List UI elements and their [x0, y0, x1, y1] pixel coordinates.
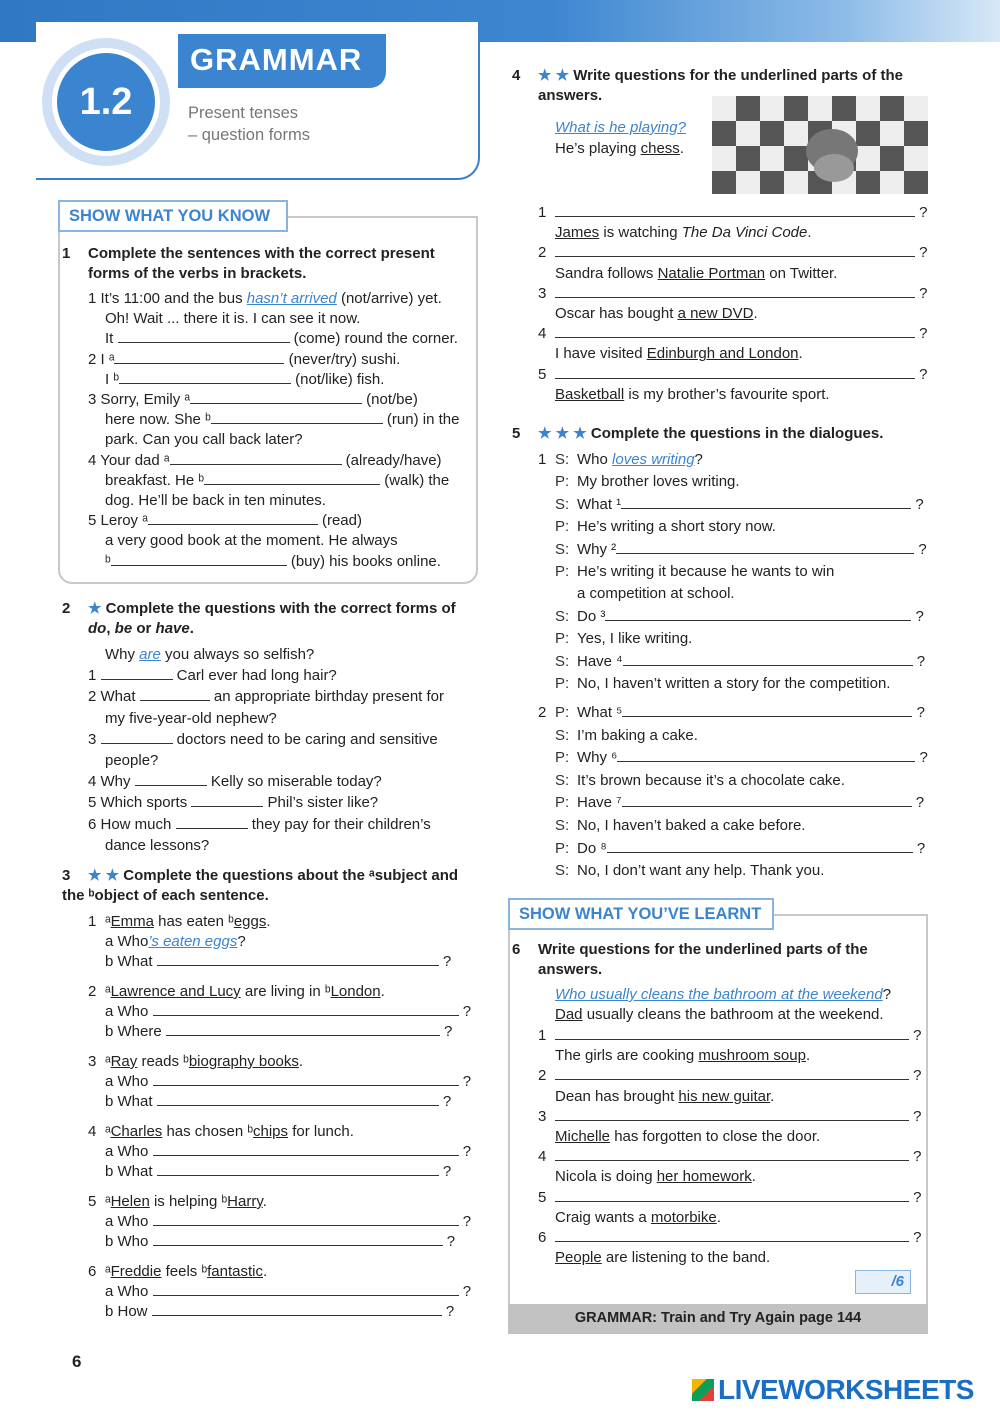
answer-blank[interactable] — [190, 390, 362, 404]
ex4-number: 4 — [512, 67, 521, 84]
subtitle — [188, 102, 310, 146]
answer-blank[interactable] — [166, 1022, 440, 1036]
ex5-number: 5 — [512, 425, 521, 442]
ex2-question: 4 Why Kelly so miserable today? — [88, 773, 382, 791]
ex2-question-cont: dance lessons? — [105, 836, 210, 854]
ex4-answer-line: 2 ? — [538, 244, 928, 262]
answer-blank[interactable] — [607, 839, 913, 853]
ex6-item — [538, 1066, 926, 1106]
chess-square — [904, 96, 928, 121]
answer-blank[interactable] — [114, 350, 284, 364]
ex2-example-answer: are — [139, 646, 161, 663]
stars-icon: ★ ★ — [88, 867, 120, 884]
answer-blank[interactable] — [148, 511, 318, 525]
chess-square — [712, 121, 736, 146]
ex5-instruction: Complete the questions in the dialogues. — [590, 425, 884, 442]
dialogue-line: P: No, I haven’t written a story for the competition. — [555, 675, 891, 693]
dialogue-line: P: He’s writing it because he wants to win — [555, 563, 835, 581]
ex6-sentence: Michelle has forgotten to close the door. — [555, 1128, 821, 1146]
ex1-line: 2 I ᵃ (never/try) sushi. — [88, 350, 401, 368]
ex3-item — [88, 1052, 480, 1112]
answer-blank[interactable] — [170, 451, 342, 465]
answer-blank[interactable] — [555, 324, 915, 338]
ex6-answer-line: 5 ? — [538, 1188, 922, 1206]
exercise-3 — [62, 866, 480, 1332]
ex1-line: park. Can you call back later? — [105, 431, 303, 449]
answer-blank[interactable] — [555, 365, 915, 379]
dialogue-line: S: It’s brown because it’s a chocolate cake. — [555, 771, 845, 789]
ex4-instruction-2: answers. — [538, 87, 603, 104]
show-what-you-know-heading: SHOW WHAT YOU KNOW — [58, 200, 288, 232]
ex6-number: 6 — [512, 941, 521, 958]
chess-square — [856, 96, 880, 121]
logo-text: LIVEWORKSHEETS — [718, 1374, 974, 1405]
answer-blank[interactable] — [153, 1142, 459, 1156]
answer-blank[interactable] — [204, 471, 380, 485]
dialogue-line: P: Yes, I like writing. — [555, 630, 693, 648]
ex2-question-cont: my five-year-old nephew? — [105, 709, 277, 727]
answer-blank[interactable] — [555, 203, 915, 217]
answer-blank[interactable] — [153, 1232, 443, 1246]
chess-square — [784, 96, 808, 121]
ex1-line: breakfast. He ᵇ (walk) the — [105, 471, 450, 489]
ex4-item — [538, 243, 932, 283]
chess-square — [784, 121, 808, 146]
logo-icon — [692, 1379, 714, 1401]
ex5-dialogue-1 — [538, 449, 932, 695]
ex3-number: 3 — [62, 867, 71, 884]
ex1-line: It (come) round the corner. — [105, 330, 458, 348]
answer-blank[interactable] — [621, 495, 911, 509]
chess-photo — [712, 96, 928, 194]
ex3-instruction-2: the ᵇobject of each sentence. — [62, 887, 269, 904]
ex6-sentence: The girls are cooking mushroom soup. — [555, 1047, 811, 1065]
ex3-answer-line: b Where ? — [105, 1023, 453, 1040]
ex6-item — [538, 1188, 926, 1228]
answer-blank[interactable] — [119, 370, 291, 384]
ex3-sentence: 6 ᵃFreddie feels ᵇfantastic. — [88, 1263, 268, 1280]
answer-blank[interactable] — [555, 1107, 909, 1121]
page-number: 6 — [72, 1352, 82, 1371]
ex5-dialogue-2 — [538, 702, 932, 883]
ex4-instruction: Write questions for the underlined parts of the — [573, 67, 903, 84]
chess-square — [880, 121, 904, 146]
ex6-answer-line: 1 ? — [538, 1027, 922, 1044]
answer-blank[interactable] — [605, 607, 911, 621]
dialogue-line: P: Do ⁸ ? — [555, 839, 926, 857]
answer-blank[interactable] — [153, 1002, 459, 1016]
ex6-answer-line: 6 ? — [538, 1229, 922, 1247]
ex6-sentence: Dean has brought his new guitar. — [555, 1087, 775, 1105]
ex3-answer-line: b What ? — [105, 953, 452, 970]
ex4-answer-line: 3 ? — [538, 284, 928, 302]
ex4-sentence: I have visited Edinburgh and London. — [555, 345, 803, 363]
chess-square — [832, 96, 856, 121]
ex3-sentence: 5 ᵃHelen is helping ᵇHarry. — [88, 1193, 267, 1210]
answer-blank[interactable] — [140, 687, 210, 701]
ex3-sentence: 3 ᵃRay reads ᵇbiography books. — [88, 1053, 304, 1070]
answer-blank[interactable] — [555, 1026, 909, 1040]
answer-blank[interactable] — [118, 329, 290, 343]
answer-blank[interactable] — [622, 793, 912, 807]
page-title: GRAMMAR — [178, 34, 386, 88]
chess-square — [880, 146, 904, 171]
answer-blank[interactable] — [555, 1066, 909, 1080]
dialogue-line: 2 P: What ⁵ ? — [538, 704, 925, 721]
answer-blank[interactable] — [111, 552, 287, 566]
answer-blank[interactable] — [135, 772, 207, 786]
ex4-item — [538, 365, 932, 405]
chess-square — [880, 96, 904, 121]
ex6-item — [538, 1026, 926, 1066]
ex6-example-question: Who usually cleans the bathroom at the weekend? — [555, 986, 892, 1003]
ex6-item — [538, 1147, 926, 1187]
ex4-example-answer: He’s playing chess. — [555, 139, 684, 157]
ex1-line: dog. He’ll be back in ten minutes. — [105, 492, 326, 510]
person-body — [814, 154, 854, 182]
ex4-sentence: James is watching The Da Vinci Code. — [555, 224, 812, 242]
answer-blank[interactable] — [555, 1228, 909, 1242]
ex1-line: 5 Leroy ᵃ (read) — [88, 512, 362, 530]
dialogue-line: S: I’m baking a cake. — [555, 726, 698, 744]
ex6-instruction-2: answers. — [538, 961, 603, 978]
ex3-item — [88, 982, 480, 1042]
chess-square — [784, 171, 808, 194]
ex6-item — [538, 1107, 926, 1147]
ex1-line: a very good book at the moment. He always — [105, 532, 398, 550]
ex4-item — [538, 203, 932, 243]
ex1-example-answer: hasn’t arrived — [246, 290, 337, 307]
ex1-instruction-2: forms of the verbs in brackets. — [88, 265, 307, 282]
dialogue-line: S: No, I don’t want any help. Thank you. — [555, 862, 825, 880]
dialogue-line: S: No, I haven’t baked a cake before. — [555, 816, 806, 834]
ex2-question: 1 Carl ever had long hair? — [88, 667, 337, 685]
exercise-5 — [512, 424, 932, 444]
stars-icon: ★ ★ — [538, 67, 570, 84]
chess-square — [712, 146, 736, 171]
ex2-question-cont: people? — [105, 752, 159, 770]
chess-square — [904, 121, 928, 146]
ex3-item — [88, 1262, 480, 1322]
liveworksheets-logo — [692, 1374, 974, 1406]
ex3-answer-line: a Who ? — [105, 1283, 472, 1300]
answer-blank[interactable] — [555, 1147, 909, 1161]
chess-square — [736, 121, 760, 146]
ex6-answer-line: 3 ? — [538, 1107, 922, 1125]
ex3-answer-line: a Who ? — [105, 1143, 472, 1160]
ex6-answer-line: 2 ? — [538, 1067, 922, 1085]
ex3-answer-line: b What ? — [105, 1163, 452, 1180]
ex6-sentence: Craig wants a motorbike. — [555, 1208, 721, 1226]
dialogue-line: S: What ¹ ? — [555, 495, 924, 513]
ex3-item — [88, 1192, 480, 1252]
ex1-number: 1 — [62, 245, 71, 262]
ex3-sentence: 4 ᵃCharles has chosen ᵇchips for lunch. — [88, 1123, 354, 1140]
chess-square — [904, 171, 928, 194]
answer-blank[interactable] — [157, 952, 439, 966]
dialogue-line: P: My brother loves writing. — [555, 473, 740, 491]
chess-square — [856, 146, 880, 171]
ex4-sentence: Sandra follows Natalie Portman on Twitter. — [555, 264, 838, 282]
ex3-item — [88, 912, 480, 972]
ex3-sentence: 1 ᵃEmma has eaten ᵇeggs. — [88, 913, 271, 930]
ex1-line: 1 It’s 11:00 and the bus hasn’t arrived (not/arrive) yet. — [88, 290, 442, 307]
ex2-question: 6 How much they pay for their children’s — [88, 815, 431, 833]
chess-square — [904, 146, 928, 171]
chess-square — [760, 121, 784, 146]
ex4-answer-line: 5 ? — [538, 365, 928, 383]
chess-square — [736, 171, 760, 194]
ex2-instruction-2: do, be or have. — [88, 620, 194, 637]
show-what-youve-learnt-heading: SHOW WHAT YOU’VE LEARNT — [508, 898, 774, 930]
answer-blank[interactable] — [153, 1282, 459, 1296]
ex1-instruction: Complete the sentences with the correct present — [88, 245, 435, 262]
dialogue-line: S: Do ³ ? — [555, 607, 924, 625]
dialogue-line: S: Have ⁴ ? — [555, 652, 926, 670]
ex6-items — [538, 1026, 926, 1268]
chess-board-image — [712, 96, 928, 194]
ex4-item — [538, 324, 932, 364]
footer-reference: GRAMMAR: Train and Try Again page 144 — [508, 1304, 928, 1334]
ex1-line: I ᵇ (not/like) fish. — [105, 370, 385, 388]
answer-blank[interactable] — [555, 1188, 909, 1202]
ex3-item — [88, 1122, 480, 1182]
ex2-example: Why are you always so selfish? — [105, 646, 315, 663]
ex3-answer-line: a Who ? — [105, 1003, 472, 1020]
chess-square — [760, 96, 784, 121]
chess-square — [880, 171, 904, 194]
ex1-line: 4 Your dad ᵃ (already/have) — [88, 451, 442, 469]
chess-square — [856, 171, 880, 194]
subtitle-line-2: – question forms — [188, 126, 310, 144]
ex6-item — [538, 1228, 926, 1268]
exercise-2 — [62, 599, 476, 856]
ex6-sentence: Nicola is doing her homework. — [555, 1168, 756, 1186]
star-icon: ★ — [88, 600, 102, 617]
ex3-instruction: Complete the questions about the ᵃsubject and — [123, 867, 459, 884]
answer-blank[interactable] — [157, 1092, 439, 1106]
ex3-answer-line: a Who ? — [105, 1213, 472, 1230]
dialogue-line: a competition at school. — [577, 585, 735, 603]
answer-blank[interactable] — [623, 652, 913, 666]
chess-square — [712, 96, 736, 121]
stars-icon: ★ ★ ★ — [538, 425, 587, 442]
answer-blank[interactable] — [211, 410, 383, 424]
ex2-question: 3 doctors need to be caring and sensitive — [88, 730, 438, 748]
dialogue-line: 1 S: Who loves writing? — [538, 451, 703, 468]
answer-blank[interactable] — [622, 703, 912, 717]
chess-square — [856, 121, 880, 146]
answer-blank[interactable] — [152, 1302, 442, 1316]
answer-blank[interactable] — [101, 666, 173, 680]
subtitle-line-1: Present tenses — [188, 104, 299, 122]
ex4-item — [538, 284, 932, 324]
chess-square — [712, 171, 736, 194]
chess-square — [784, 146, 808, 171]
ex6-answer-line: 4 ? — [538, 1148, 922, 1166]
answer-blank[interactable] — [157, 1162, 439, 1176]
exercise-6 — [512, 940, 922, 1026]
ex6-instruction: Write questions for the underlined parts of the — [538, 941, 868, 958]
ex1-line: Oh! Wait ... there it is. I can see it now. — [105, 310, 361, 328]
answer-blank[interactable] — [617, 748, 915, 762]
chess-square — [736, 146, 760, 171]
dialogue-line: P: He’s writing a short story now. — [555, 518, 776, 536]
chess-square — [808, 96, 832, 121]
ex3-answer-line: a Who ? — [105, 1073, 472, 1090]
dialogue-line: P: Have ⁷ ? — [555, 794, 925, 812]
chess-square — [760, 171, 784, 194]
answer-blank[interactable] — [101, 730, 173, 744]
ex4-answer-line: 1 ? — [538, 204, 928, 221]
ex1-line: ᵇ (buy) his books online. — [105, 552, 441, 570]
answer-blank[interactable] — [153, 1072, 459, 1086]
ex2-number: 2 — [62, 600, 71, 617]
ex6-example-answer: Dad usually cleans the bathroom at the weekend. — [555, 1006, 884, 1024]
answer-blank[interactable] — [616, 540, 914, 554]
ex3-sentence: 2 ᵃLawrence and Lucy are living in ᵇLondon. — [88, 983, 385, 1000]
ex3-answer-line: b Who ? — [105, 1233, 456, 1250]
chess-square — [760, 146, 784, 171]
ex3-answer-line: b What ? — [105, 1093, 452, 1110]
ex4-example-question: What is he playing? — [555, 119, 686, 136]
exercise-1 — [62, 244, 472, 572]
dialogue-line: P: Why ⁶ ? — [555, 749, 928, 767]
dialogue-line: S: Why ² ? — [555, 540, 927, 558]
unit-number: 1.2 — [52, 48, 160, 156]
ex1-line: 3 Sorry, Emily ᵃ (not/be) — [88, 391, 418, 409]
answer-blank[interactable] — [555, 284, 915, 298]
ex2-instruction: Complete the questions with the correct forms of — [105, 600, 456, 617]
ex6-sentence: People are listening to the band. — [555, 1249, 771, 1267]
ex2-question: 5 Which sports Phil’s sister like? — [88, 794, 379, 812]
answer-blank[interactable] — [191, 793, 263, 807]
ex3-answer-line: b How ? — [105, 1303, 455, 1320]
answer-blank[interactable] — [153, 1212, 459, 1226]
chess-square — [736, 96, 760, 121]
ex2-question: 2 What an appropriate birthday present for — [88, 688, 444, 706]
ex4-sentence: Basketball is my brother’s favourite sport. — [555, 385, 830, 403]
ex1-line: here now. She ᵇ (run) in the — [105, 411, 460, 429]
ex3-example-line: a Who’s eaten eggs? — [105, 933, 246, 950]
ex4-sentence: Oscar has bought a new DVD. — [555, 305, 758, 323]
answer-blank[interactable] — [176, 815, 248, 829]
answer-blank[interactable] — [555, 243, 915, 257]
score-box: /6 — [855, 1270, 911, 1294]
ex4-items — [538, 203, 932, 405]
ex4-answer-line: 4 ? — [538, 325, 928, 343]
